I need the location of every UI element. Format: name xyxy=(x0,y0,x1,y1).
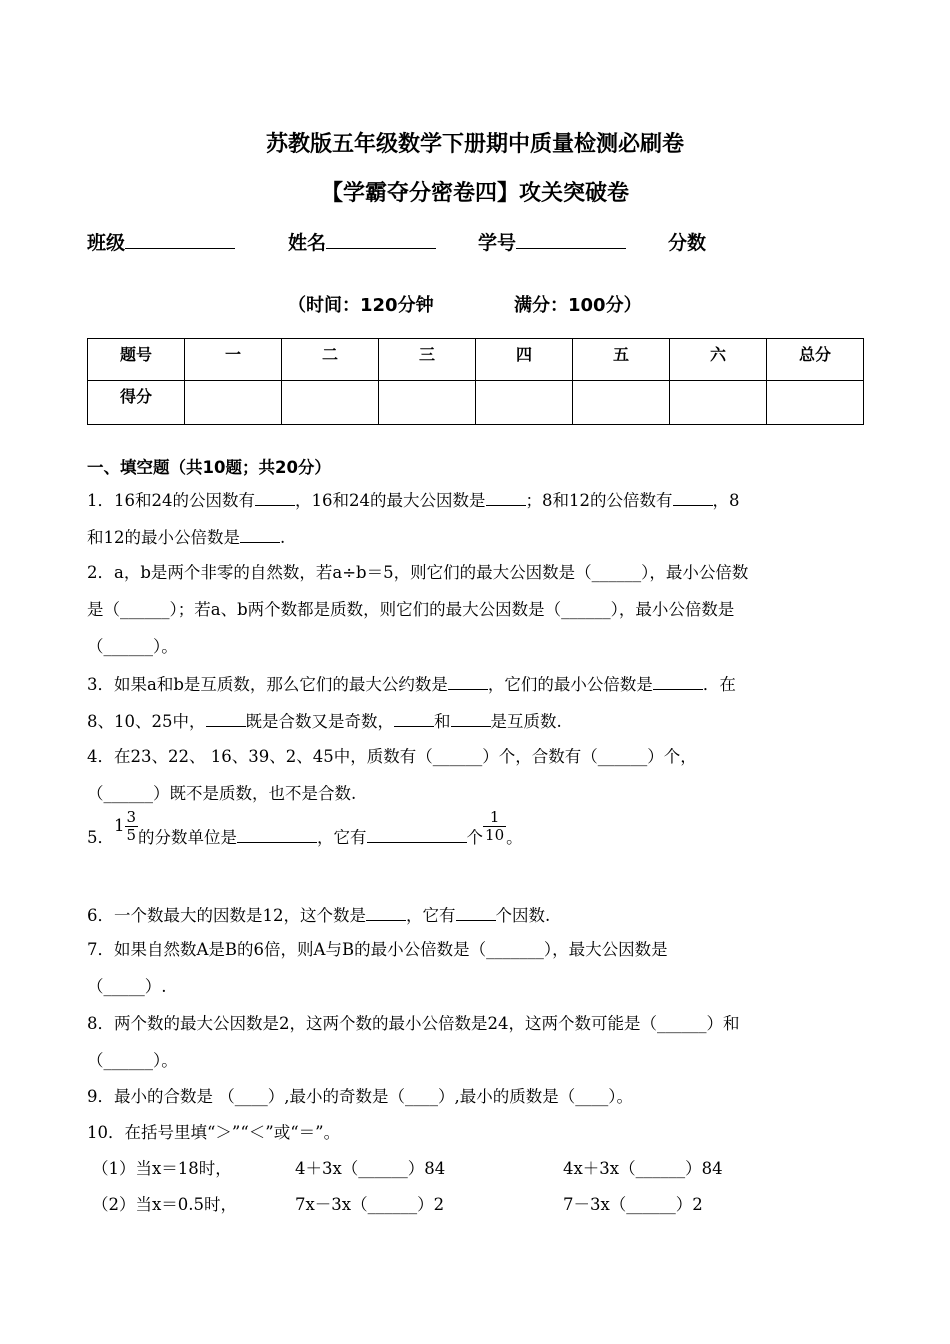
score-table-col-header: 二 xyxy=(282,339,379,381)
question-10-row-1-expr-1: 4＋3x（______）84 xyxy=(295,1159,446,1178)
section-heading: 一、填空题（共10题；共20分） xyxy=(87,458,331,477)
question-8-line-2: （______）。 xyxy=(87,1051,178,1070)
q6-text: 个因数. xyxy=(495,906,551,925)
question-1-line-1 xyxy=(87,489,740,511)
score-table-col-header: 总分 xyxy=(767,339,864,381)
score-table-header-row xyxy=(88,339,864,381)
q6-text: 6．一个数最大的因数是12，这个数是 xyxy=(87,906,366,925)
q1-text: ；8和12的公倍数有 xyxy=(525,491,673,510)
q3-blank-4[interactable] xyxy=(394,710,434,727)
page-title: 苏教版五年级数学下册期中质量检测必刷卷 xyxy=(265,132,684,157)
question-9: 9．最小的合数是 （____）,最小的奇数是（____）,最小的质数是（____）。 xyxy=(87,1087,633,1106)
q6-text: ，它有 xyxy=(406,906,456,925)
q3-text: 3．如果a和b是互质数，那么它们的最大公约数是 xyxy=(87,675,448,694)
q3-text: 8、10、25中， xyxy=(87,712,206,731)
question-6 xyxy=(87,904,550,926)
q1-text: ，16和24的最大公因数是 xyxy=(295,491,486,510)
q1-text: 1．16和24的公因数有 xyxy=(87,491,255,510)
exam-time: （时间：120分钟 xyxy=(288,295,434,316)
question-5 xyxy=(87,808,523,858)
score-table xyxy=(87,338,864,425)
score-table-row-header: 得分 xyxy=(88,381,185,425)
q5-blank-2[interactable] xyxy=(367,826,467,843)
name-blank[interactable] xyxy=(326,232,436,249)
q1-text: 和12的最小公倍数是 xyxy=(87,528,240,547)
question-3-line-2 xyxy=(87,710,562,732)
q5-numerator: 3 xyxy=(126,808,137,826)
score-cell[interactable] xyxy=(379,381,476,425)
q5-text: 。 xyxy=(506,828,523,847)
q6-blank-2[interactable] xyxy=(456,904,496,921)
q1-text: ，8 xyxy=(712,491,740,510)
question-8-line-1: 8．两个数的最大公因数是2，这两个数的最小公倍数是24，这两个数可能是（______）和 xyxy=(87,1014,740,1033)
q3-text: 是互质数. xyxy=(490,712,562,731)
name-label: 姓名 xyxy=(288,232,327,254)
score-table-score-row xyxy=(88,381,864,425)
score-table-col-header: 六 xyxy=(670,339,767,381)
q5-fraction xyxy=(125,809,139,844)
exam-full-score: 满分：100分） xyxy=(514,295,642,316)
q3-text: ．在 xyxy=(702,675,736,694)
q5-text: 5． xyxy=(87,828,114,847)
q1-blank-1[interactable] xyxy=(255,489,295,506)
score-table-row-header: 题号 xyxy=(88,339,185,381)
q5-fraction-2 xyxy=(483,809,506,844)
q1-text: . xyxy=(280,528,286,547)
class-label: 班级 xyxy=(87,232,126,254)
score-table-col-header: 一 xyxy=(185,339,282,381)
q5-numerator-2: 1 xyxy=(483,809,506,827)
q3-blank-1[interactable] xyxy=(448,673,488,690)
score-cell[interactable] xyxy=(767,381,864,425)
q3-text: ，它们的最小公倍数是 xyxy=(487,675,653,694)
question-10-row-1-label: （1）当x＝18时， xyxy=(92,1159,232,1178)
question-10-row-1-expr-2: 4x＋3x（______）84 xyxy=(563,1159,723,1178)
q5-blank-1[interactable] xyxy=(237,826,317,843)
id-label: 学号 xyxy=(478,232,517,254)
score-cell[interactable] xyxy=(670,381,767,425)
q5-text: 个 xyxy=(466,828,484,847)
question-4-line-1: 4．在23、22、 16、39、2、45中，质数有（______）个，合数有（______）个， xyxy=(87,747,697,766)
score-table-col-header: 五 xyxy=(573,339,670,381)
q5-text: ，它有 xyxy=(317,828,367,847)
id-blank[interactable] xyxy=(516,232,626,249)
question-10-line-1: 10．在括号里填“＞”“＜”或“＝”。 xyxy=(87,1123,341,1142)
q5-text: 的分数单位是 xyxy=(138,828,238,847)
q1-blank-2[interactable] xyxy=(486,489,526,506)
question-10-row-2-expr-1: 7x－3x（______）2 xyxy=(295,1195,445,1214)
q1-blank-3[interactable] xyxy=(673,489,713,506)
q3-blank-5[interactable] xyxy=(451,710,491,727)
score-table-col-header: 四 xyxy=(476,339,573,381)
question-7-line-2: （_____）. xyxy=(87,977,167,996)
score-cell[interactable] xyxy=(476,381,573,425)
question-4-line-2: （______）既不是质数，也不是合数. xyxy=(87,784,357,803)
q5-whole: 1 xyxy=(114,816,125,835)
class-field xyxy=(87,228,235,255)
question-7-line-1: 7．如果自然数A是B的6倍，则A与B的最小公倍数是（_______），最大公因数是 xyxy=(87,940,668,959)
id-field xyxy=(478,228,626,255)
question-10-row-2-expr-2: 7－3x（______）2 xyxy=(563,1195,703,1214)
question-3-line-1 xyxy=(87,673,736,695)
q5-denominator-2: 10 xyxy=(485,826,505,844)
q3-blank-3[interactable] xyxy=(206,710,246,727)
name-field xyxy=(288,228,436,255)
q5-denominator: 5 xyxy=(126,826,137,844)
question-1-line-2 xyxy=(87,526,285,548)
question-2-line-3: （______）。 xyxy=(87,637,178,656)
score-label: 分数 xyxy=(668,232,707,254)
question-2-line-1: 2．a，b是两个非零的自然数，若a÷b＝5，则它们的最大公因数是（______），最小公倍数 xyxy=(87,563,749,582)
question-2-line-2: 是（______）；若a、b两个数都是质数，则它们的最大公因数是（______），最小公倍数是 xyxy=(87,600,735,619)
q3-blank-2[interactable] xyxy=(653,673,703,690)
question-10-row-2-label: （2）当x＝0.5时， xyxy=(92,1195,238,1214)
q3-text: 和 xyxy=(434,712,451,731)
page-subtitle: 【学霸夺分密卷四】攻关突破卷 xyxy=(320,181,629,206)
score-cell[interactable] xyxy=(282,381,379,425)
class-blank[interactable] xyxy=(125,232,235,249)
score-table-col-header: 三 xyxy=(379,339,476,381)
q6-blank-1[interactable] xyxy=(366,904,406,921)
q3-text: 既是合数又是奇数， xyxy=(245,712,394,731)
score-cell[interactable] xyxy=(185,381,282,425)
q5-mixed-number xyxy=(114,808,138,844)
score-cell[interactable] xyxy=(573,381,670,425)
q1-blank-4[interactable] xyxy=(240,526,280,543)
